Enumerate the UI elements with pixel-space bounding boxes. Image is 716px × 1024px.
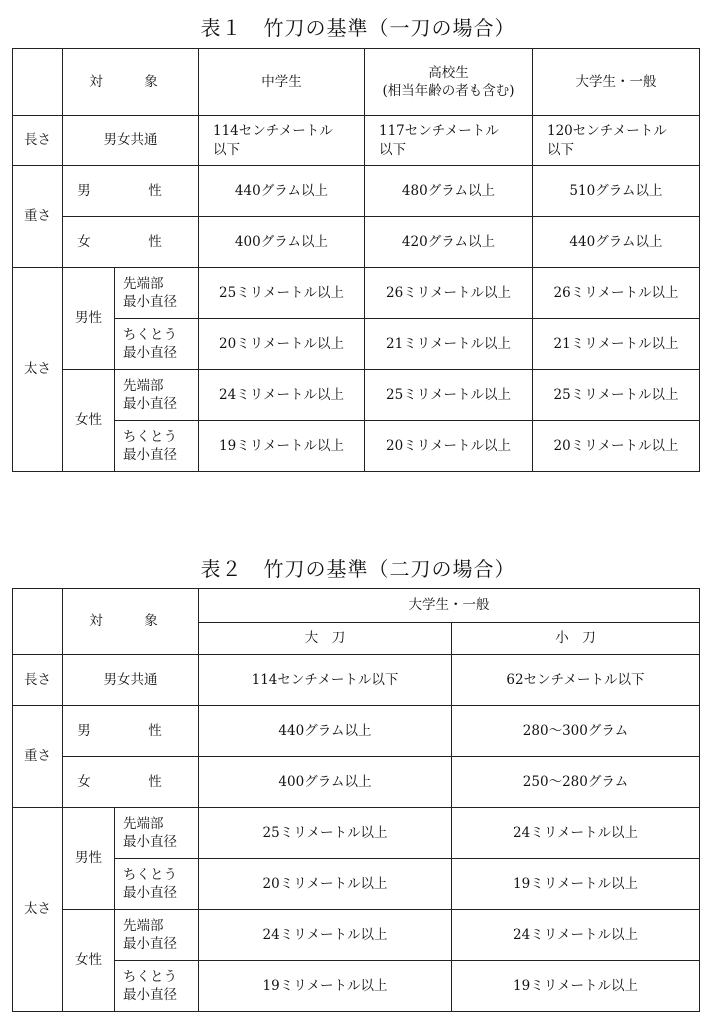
table1-thickness-value: 20ミリメートル以上 bbox=[533, 421, 700, 472]
table1-thickness-value: 20ミリメートル以上 bbox=[199, 319, 365, 370]
table2-weight-female-row bbox=[13, 757, 700, 808]
table2-weight-value: 250～280グラム bbox=[452, 757, 700, 808]
table1-corner-cell bbox=[13, 49, 63, 116]
table2-thickness-female-chikuto-row bbox=[13, 961, 700, 1012]
table1-thickness-value: 25ミリメートル以上 bbox=[365, 370, 533, 421]
table1-thickness-label: 太さ bbox=[13, 268, 63, 472]
table2-target-label: 対 象 bbox=[89, 613, 172, 630]
table1-tip-diameter-label: 先端部 最小直径 bbox=[115, 268, 199, 319]
table1-thickness-value: 25ミリメートル以上 bbox=[199, 268, 365, 319]
table2-header-group-row bbox=[13, 589, 700, 623]
table1-thickness-value: 21ミリメートル以上 bbox=[533, 319, 700, 370]
table2-length-value: 114センチメートル以下 bbox=[199, 655, 452, 706]
table1-caption: 表１ 竹刀の基準（一刀の場合） bbox=[200, 16, 516, 40]
table1-thickness-value: 26ミリメートル以上 bbox=[533, 268, 700, 319]
table1-target-header bbox=[63, 49, 199, 116]
table2-weight-female-label bbox=[63, 757, 199, 808]
table1-tip-diameter-label: 先端部 最小直径 bbox=[115, 370, 199, 421]
table2-length-sub: 男女共通 bbox=[63, 655, 199, 706]
table1-weight-value: 440グラム以上 bbox=[533, 217, 700, 268]
table2-length-value: 62センチメートル以下 bbox=[452, 655, 700, 706]
table1-thickness-female-label: 女性 bbox=[63, 370, 115, 472]
table2-weight-value: 280～300グラム bbox=[452, 706, 700, 757]
table2-thickness-value: 25ミリメートル以上 bbox=[199, 808, 452, 859]
table1-length-value: 117センチメートル 以下 bbox=[365, 116, 533, 166]
table2-thickness-female-label: 女性 bbox=[63, 910, 115, 1012]
table2-tip-diameter-label: 先端部 最小直径 bbox=[115, 910, 199, 961]
table2-thickness-value: 19ミリメートル以上 bbox=[199, 961, 452, 1012]
table2-caption: 表２ 竹刀の基準（二刀の場合） bbox=[200, 557, 516, 581]
table1-bamboo-sword-standards-single bbox=[12, 48, 700, 472]
table2-tip-diameter-label: 先端部 最小直径 bbox=[115, 808, 199, 859]
table2-chikuto-diameter-label: ちくとう 最小直径 bbox=[115, 859, 199, 910]
table1-thickness-female-tip-row bbox=[13, 370, 700, 421]
table2-weight-value: 400グラム以上 bbox=[199, 757, 452, 808]
table1-thickness-male-chikuto-row bbox=[13, 319, 700, 370]
table1-weight-male-text: 男 性 bbox=[77, 182, 184, 199]
table1-weight-female-label bbox=[63, 217, 199, 268]
table2-col-long-sword: 大 刀 bbox=[199, 623, 452, 655]
table1-weight-value: 480グラム以上 bbox=[365, 166, 533, 217]
table1-length-sub: 男女共通 bbox=[63, 116, 199, 166]
table2-weight-female-text: 女 性 bbox=[77, 773, 184, 790]
table2-length-row bbox=[13, 655, 700, 706]
table2-bamboo-sword-standards-double bbox=[12, 588, 700, 1012]
table1-target-label: 対 象 bbox=[89, 73, 172, 90]
table1-thickness-female-chikuto-row bbox=[13, 421, 700, 472]
table1-thickness-value: 24ミリメートル以上 bbox=[199, 370, 365, 421]
table2-thickness-value: 24ミリメートル以上 bbox=[452, 808, 700, 859]
table2-weight-label: 重さ bbox=[13, 706, 63, 808]
table1-length-value: 120センチメートル 以下 bbox=[533, 116, 700, 166]
table1-length-label: 長さ bbox=[13, 116, 63, 166]
table2-thickness-female-tip-row bbox=[13, 910, 700, 961]
table1-chikuto-diameter-label: ちくとう 最小直径 bbox=[115, 319, 199, 370]
table2-col-group-university-general: 大学生・一般 bbox=[199, 589, 700, 623]
table1-col-university-general: 大学生・一般 bbox=[533, 49, 700, 116]
table1-thickness-male-label: 男性 bbox=[63, 268, 115, 370]
table2-thickness-male-chikuto-row bbox=[13, 859, 700, 910]
table1-length-value: 114センチメートル 以下 bbox=[199, 116, 365, 166]
table2-weight-value: 440グラム以上 bbox=[199, 706, 452, 757]
table2-thickness-male-tip-row bbox=[13, 808, 700, 859]
table1-thickness-value: 20ミリメートル以上 bbox=[365, 421, 533, 472]
table1-weight-male-label bbox=[63, 166, 199, 217]
table2-corner-cell bbox=[13, 589, 63, 655]
table2-thickness-value: 24ミリメートル以上 bbox=[452, 910, 700, 961]
table1-weight-value: 510グラム以上 bbox=[533, 166, 700, 217]
table1-thickness-male-tip-row bbox=[13, 268, 700, 319]
table2-chikuto-diameter-label: ちくとう 最小直径 bbox=[115, 961, 199, 1012]
table1-header-row bbox=[13, 49, 700, 116]
table1-col-junior-high: 中学生 bbox=[199, 49, 365, 116]
table1-col-high-school: 高校生 (相当年齢の者も含む) bbox=[365, 49, 533, 116]
table1-length-row bbox=[13, 116, 700, 166]
table2-weight-male-label bbox=[63, 706, 199, 757]
table2-thickness-value: 20ミリメートル以上 bbox=[199, 859, 452, 910]
table2-col-short-sword: 小 刀 bbox=[452, 623, 700, 655]
table1-chikuto-diameter-label: ちくとう 最小直径 bbox=[115, 421, 199, 472]
table2-weight-male-row bbox=[13, 706, 700, 757]
table2-weight-male-text: 男 性 bbox=[77, 722, 184, 739]
table1-thickness-value: 19ミリメートル以上 bbox=[199, 421, 365, 472]
table1-thickness-value: 25ミリメートル以上 bbox=[533, 370, 700, 421]
table1-weight-female-row bbox=[13, 217, 700, 268]
table1-weight-label: 重さ bbox=[13, 166, 63, 268]
table1-thickness-value: 21ミリメートル以上 bbox=[365, 319, 533, 370]
table2-thickness-value: 19ミリメートル以上 bbox=[452, 859, 700, 910]
table1-weight-value: 420グラム以上 bbox=[365, 217, 533, 268]
table1-weight-value: 400グラム以上 bbox=[199, 217, 365, 268]
table1-weight-value: 440グラム以上 bbox=[199, 166, 365, 217]
table1-thickness-value: 26ミリメートル以上 bbox=[365, 268, 533, 319]
table2-length-label: 長さ bbox=[13, 655, 63, 706]
table2-target-header bbox=[63, 589, 199, 655]
table1-weight-female-text: 女 性 bbox=[77, 233, 184, 250]
table2-thickness-value: 24ミリメートル以上 bbox=[199, 910, 452, 961]
table2-thickness-value: 19ミリメートル以上 bbox=[452, 961, 700, 1012]
table1-weight-male-row bbox=[13, 166, 700, 217]
table2-thickness-male-label: 男性 bbox=[63, 808, 115, 910]
table2-thickness-label: 太さ bbox=[13, 808, 63, 1012]
